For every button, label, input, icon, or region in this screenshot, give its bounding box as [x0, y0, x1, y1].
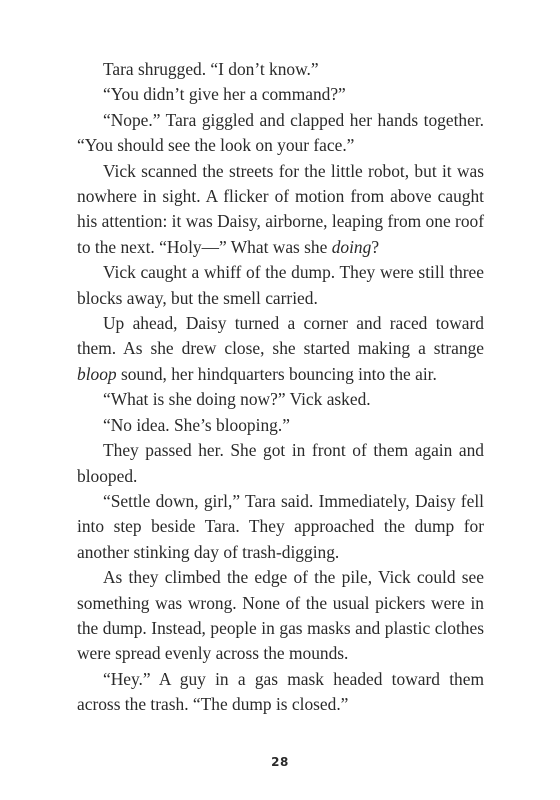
paragraph: They passed her. She got in front of them again and blooped. — [77, 440, 484, 486]
text-run: Vick scanned the streets for the little robot, but it was nowhere in sight. A flicker of motion from above caught his attention: it was Daisy, airborne, leaping from one roof to the next. “Holy—” What was she — [77, 160, 484, 257]
emphasis-text: bloop — [77, 363, 117, 384]
paragraph: “No idea. She’s blooping.” — [103, 414, 290, 435]
paragraph — [77, 311, 484, 387]
paragraph: Tara shrugged. “I don’t know.” — [103, 59, 319, 79]
text-run: ? — [371, 236, 380, 257]
paragraph: Vick caught a whiff of the dump. They were still three blocks away, but the smell carried. — [77, 262, 484, 308]
text-run: Up ahead, Daisy turned a corner and raced toward them. As she drew close, she started making a strange — [77, 313, 484, 359]
paragraph: “What is she doing now?” Vick asked. — [103, 389, 371, 410]
paragraph: “Nope.” Tara giggled and clapped her hands together. “You should see the look on your face.” — [77, 109, 484, 156]
page-number: 28 — [271, 755, 289, 769]
paragraph: “Hey.” A guy in a gas mask headed toward them across the trash. “The dump is closed.” — [77, 668, 484, 715]
paragraph: As they climbed the edge of the pile, Vick could see something was wrong. None of the usual pickers were in the dump. Instead, people in gas masks and plastic clothes were spread evenly across the mounds. — [77, 567, 484, 664]
paragraph — [77, 159, 484, 261]
body-text — [77, 57, 484, 718]
emphasis-text: doing — [331, 236, 372, 257]
text-run: sound, her hindquarters bouncing into the air. — [116, 363, 437, 384]
paragraph: “You didn’t give her a command?” — [103, 84, 346, 105]
paragraph: “Settle down, girl,” Tara said. Immediately, Daisy fell into step beside Tara. They approached the dump for another stinking day of trash-digging. — [77, 490, 484, 562]
